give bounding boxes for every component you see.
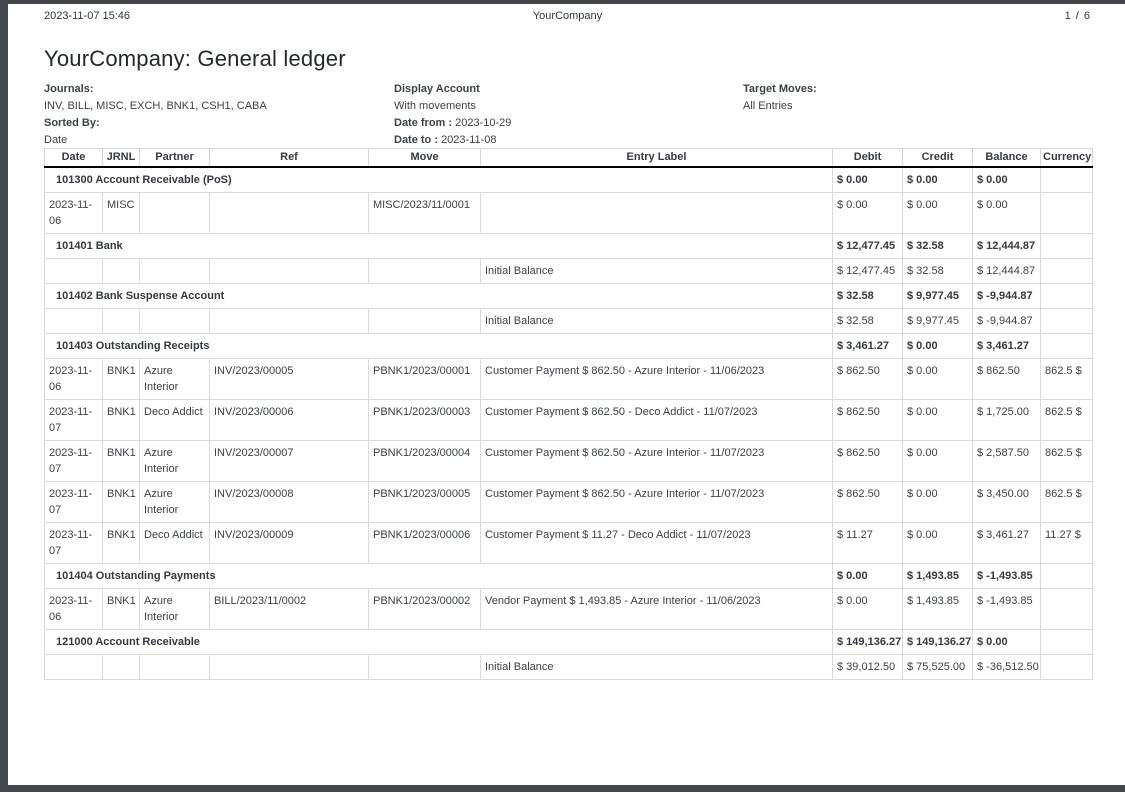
cell-journal: MISC (103, 193, 140, 234)
account-credit-total: $ 1,493.85 (903, 564, 973, 589)
cell-entry-label: Customer Payment $ 862.50 - Azure Interior - 11/06/2023 (481, 359, 833, 400)
column-header-ref: Ref (210, 149, 369, 168)
report-page (8, 4, 1125, 785)
cell-debit: $ 862.50 (833, 482, 903, 523)
account-credit-total: $ 9,977.45 (903, 284, 973, 309)
report-title: YourCompany: General ledger (44, 46, 346, 71)
cell-date: 2023-11-06 (45, 193, 103, 234)
cell-debit: $ 862.50 (833, 359, 903, 400)
cell-move: PBNK1/2023/00003 (369, 400, 481, 441)
account-credit-total: $ 32.58 (903, 234, 973, 259)
cell-credit: $ 0.00 (903, 523, 973, 564)
display-account-value: With movements (394, 100, 476, 112)
cell-move (369, 309, 481, 334)
cell-move: PBNK1/2023/00002 (369, 589, 481, 630)
account-currency-cell (1041, 167, 1093, 193)
account-name: 101401 Bank (45, 234, 833, 259)
cell-balance: $ -1,493.85 (973, 589, 1041, 630)
account-balance-total: $ 0.00 (973, 167, 1041, 193)
account-balance-total: $ -9,944.87 (973, 284, 1041, 309)
cell-debit: $ 12,477.45 (833, 259, 903, 284)
column-header-partner: Partner (140, 149, 210, 168)
page-number: 1 / 6 (1064, 10, 1091, 22)
report-running-header (44, 10, 1091, 22)
cell-journal: BNK1 (103, 359, 140, 400)
cell-ref: INV/2023/00007 (210, 441, 369, 482)
cell-currency (1041, 655, 1093, 680)
cell-balance: $ 862.50 (973, 359, 1041, 400)
account-total-row (45, 234, 1093, 259)
cell-debit: $ 39,012.50 (833, 655, 903, 680)
ledger-line-row (45, 589, 1093, 630)
cell-move (369, 259, 481, 284)
column-header-balance: Balance (973, 149, 1041, 168)
cell-journal: BNK1 (103, 441, 140, 482)
date-from-line (394, 115, 511, 132)
account-total-row (45, 630, 1093, 655)
cell-credit: $ 0.00 (903, 193, 973, 234)
journals-value: INV, BILL, MISC, EXCH, BNK1, CSH1, CABA (44, 100, 267, 112)
account-total-row (45, 167, 1093, 193)
cell-currency (1041, 589, 1093, 630)
cell-partner (140, 259, 210, 284)
cell-ref (210, 193, 369, 234)
cell-journal: BNK1 (103, 482, 140, 523)
cell-journal (103, 259, 140, 284)
ledger-line-row (45, 400, 1093, 441)
account-name: 101402 Bank Suspense Account (45, 284, 833, 309)
account-currency-cell (1041, 564, 1093, 589)
cell-credit: $ 0.00 (903, 482, 973, 523)
account-name: 101300 Account Receivable (PoS) (45, 167, 833, 193)
account-credit-total: $ 149,136.27 (903, 630, 973, 655)
account-debit-total: $ 0.00 (833, 167, 903, 193)
cell-move: PBNK1/2023/00001 (369, 359, 481, 400)
cell-entry-label: Initial Balance (481, 259, 833, 284)
target-moves-value: All Entries (743, 100, 793, 112)
ledger-line-row (45, 359, 1093, 400)
date-to-label: Date to : (394, 134, 438, 146)
cell-ref: INV/2023/00009 (210, 523, 369, 564)
cell-date (45, 655, 103, 680)
account-name: 121000 Account Receivable (45, 630, 833, 655)
cell-date (45, 259, 103, 284)
cell-ref (210, 259, 369, 284)
cell-date: 2023-11-07 (45, 523, 103, 564)
account-balance-total: $ 0.00 (973, 630, 1041, 655)
cell-credit: $ 9,977.45 (903, 309, 973, 334)
cell-balance: $ 3,461.27 (973, 523, 1041, 564)
cell-ref: BILL/2023/11/0002 (210, 589, 369, 630)
cell-date: 2023-11-07 (45, 441, 103, 482)
account-debit-total: $ 32.58 (833, 284, 903, 309)
cell-date: 2023-11-07 (45, 400, 103, 441)
date-from-value: 2023-10-29 (455, 117, 512, 129)
date-to-value: 2023-11-08 (441, 134, 497, 146)
cell-currency (1041, 259, 1093, 284)
cell-debit: $ 0.00 (833, 193, 903, 234)
cell-move: MISC/2023/11/0001 (369, 193, 481, 234)
cell-entry-label: Customer Payment $ 11.27 - Deco Addict - 11/07/2023 (481, 523, 833, 564)
cell-entry-label: Initial Balance (481, 309, 833, 334)
target-moves-label: Target Moves: (743, 83, 817, 95)
cell-balance: $ 3,450.00 (973, 482, 1041, 523)
column-header-credit: Credit (903, 149, 973, 168)
cell-ref: INV/2023/00008 (210, 482, 369, 523)
cell-entry-label (481, 193, 833, 234)
cell-date: 2023-11-07 (45, 482, 103, 523)
cell-ref (210, 655, 369, 680)
cell-move: PBNK1/2023/00006 (369, 523, 481, 564)
cell-debit: $ 0.00 (833, 589, 903, 630)
account-currency-cell (1041, 334, 1093, 359)
cell-partner: Azure Interior (140, 589, 210, 630)
cell-debit: $ 11.27 (833, 523, 903, 564)
account-debit-total: $ 3,461.27 (833, 334, 903, 359)
cell-balance: $ 1,725.00 (973, 400, 1041, 441)
filters-display-column (394, 81, 511, 149)
cell-entry-label: Customer Payment $ 862.50 - Deco Addict - 11/07/2023 (481, 400, 833, 441)
cell-credit: $ 32.58 (903, 259, 973, 284)
cell-journal (103, 309, 140, 334)
column-header-entry-label: Entry Label (481, 149, 833, 168)
cell-currency: 862.5 $ (1041, 482, 1093, 523)
printed-datetime: 2023-11-07 15:46 (44, 10, 131, 22)
account-balance-total: $ 12,444.87 (973, 234, 1041, 259)
account-name: 101403 Outstanding Receipts (45, 334, 833, 359)
account-currency-cell (1041, 630, 1093, 655)
cell-currency: 11.27 $ (1041, 523, 1093, 564)
cell-entry-label: Customer Payment $ 862.50 - Azure Interior - 11/07/2023 (481, 441, 833, 482)
cell-credit: $ 0.00 (903, 359, 973, 400)
cell-currency (1041, 193, 1093, 234)
cell-partner: Deco Addict (140, 523, 210, 564)
cell-ref: INV/2023/00005 (210, 359, 369, 400)
cell-partner (140, 309, 210, 334)
cell-entry-label: Initial Balance (481, 655, 833, 680)
cell-currency: 862.5 $ (1041, 400, 1093, 441)
cell-journal: BNK1 (103, 400, 140, 441)
cell-debit: $ 862.50 (833, 441, 903, 482)
cell-balance: $ 12,444.87 (973, 259, 1041, 284)
ledger-line-row (45, 309, 1093, 334)
journals-label: Journals: (44, 83, 94, 95)
general-ledger-table (44, 148, 1093, 680)
cell-date: 2023-11-06 (45, 359, 103, 400)
account-currency-cell (1041, 234, 1093, 259)
ledger-line-row (45, 482, 1093, 523)
filters-target-column (743, 81, 817, 115)
cell-move: PBNK1/2023/00005 (369, 482, 481, 523)
cell-credit: $ 1,493.85 (903, 589, 973, 630)
cell-entry-label: Customer Payment $ 862.50 - Azure Interior - 11/07/2023 (481, 482, 833, 523)
account-name: 101404 Outstanding Payments (45, 564, 833, 589)
cell-partner (140, 193, 210, 234)
cell-balance: $ -36,512.50 (973, 655, 1041, 680)
cell-entry-label: Vendor Payment $ 1,493.85 - Azure Interior - 11/06/2023 (481, 589, 833, 630)
cell-credit: $ 0.00 (903, 400, 973, 441)
column-header-currency: Currency (1041, 149, 1093, 168)
account-total-row (45, 284, 1093, 309)
cell-currency: 862.5 $ (1041, 359, 1093, 400)
account-debit-total: $ 12,477.45 (833, 234, 903, 259)
cell-partner: Azure Interior (140, 482, 210, 523)
sorted-by-label: Sorted By: (44, 117, 100, 129)
account-currency-cell (1041, 284, 1093, 309)
date-to-line (394, 132, 511, 149)
column-header-move: Move (369, 149, 481, 168)
sorted-by-value: Date (44, 134, 68, 146)
account-debit-total: $ 149,136.27 (833, 630, 903, 655)
cell-ref: INV/2023/00006 (210, 400, 369, 441)
column-header-jrnl: JRNL (103, 149, 140, 168)
cell-currency (1041, 309, 1093, 334)
cell-partner: Azure Interior (140, 441, 210, 482)
ledger-line-row (45, 441, 1093, 482)
cell-partner: Deco Addict (140, 400, 210, 441)
cell-balance: $ 2,587.50 (973, 441, 1041, 482)
display-account-label: Display Account (394, 83, 480, 95)
cell-debit: $ 862.50 (833, 400, 903, 441)
account-debit-total: $ 0.00 (833, 564, 903, 589)
ledger-line-row (45, 193, 1093, 234)
account-total-row (45, 334, 1093, 359)
cell-currency: 862.5 $ (1041, 441, 1093, 482)
table-header-row (45, 149, 1093, 168)
ledger-line-row (45, 259, 1093, 284)
date-from-label: Date from : (394, 117, 453, 129)
cell-date: 2023-11-06 (45, 589, 103, 630)
cell-date (45, 309, 103, 334)
cell-partner (140, 655, 210, 680)
cell-ref (210, 309, 369, 334)
cell-debit: $ 32.58 (833, 309, 903, 334)
company-name: YourCompany (532, 10, 603, 22)
ledger-line-row (45, 523, 1093, 564)
account-balance-total: $ 3,461.27 (973, 334, 1041, 359)
cell-journal: BNK1 (103, 523, 140, 564)
account-balance-total: $ -1,493.85 (973, 564, 1041, 589)
ledger-line-row (45, 655, 1093, 680)
cell-journal: BNK1 (103, 589, 140, 630)
cell-move: PBNK1/2023/00004 (369, 441, 481, 482)
column-header-debit: Debit (833, 149, 903, 168)
cell-credit: $ 75,525.00 (903, 655, 973, 680)
cell-credit: $ 0.00 (903, 441, 973, 482)
account-total-row (45, 564, 1093, 589)
column-header-date: Date (45, 149, 103, 168)
cell-move (369, 655, 481, 680)
cell-balance: $ 0.00 (973, 193, 1041, 234)
account-credit-total: $ 0.00 (903, 334, 973, 359)
cell-journal (103, 655, 140, 680)
filters-journals-column (44, 81, 267, 149)
cell-balance: $ -9,944.87 (973, 309, 1041, 334)
account-credit-total: $ 0.00 (903, 167, 973, 193)
cell-partner: Azure Interior (140, 359, 210, 400)
